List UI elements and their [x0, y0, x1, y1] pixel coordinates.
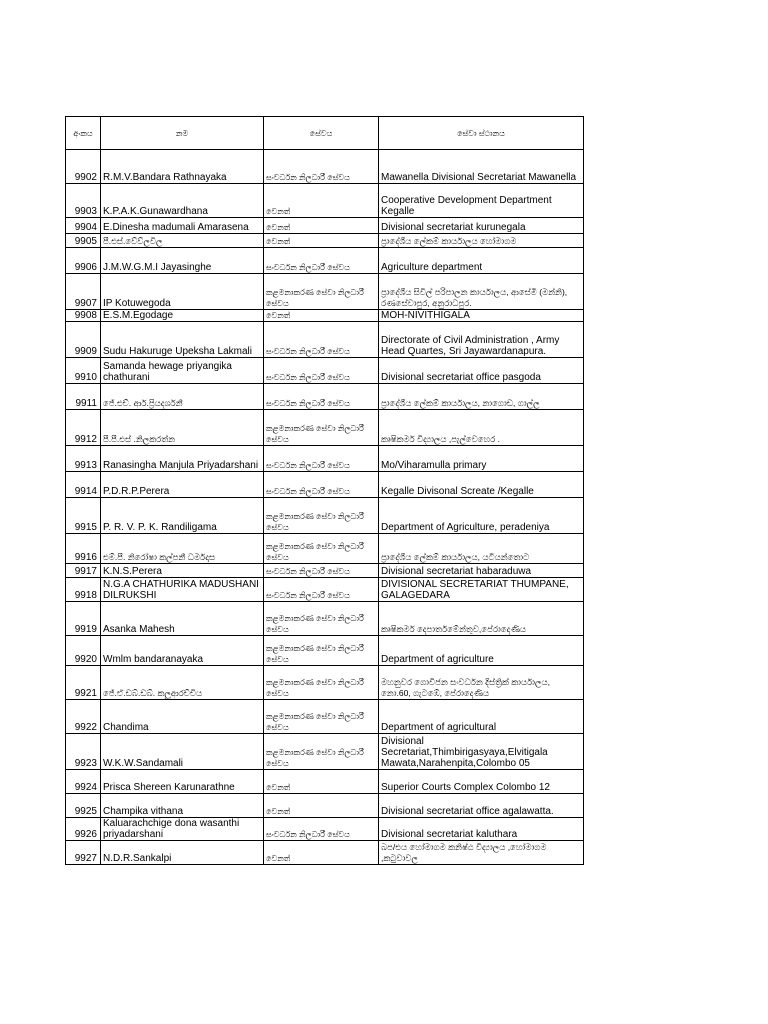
row-service: කළමනාකරණ සේවා නිලධාරී සේවය — [264, 410, 379, 446]
row-number: 9903 — [66, 184, 101, 218]
table-row — [66, 578, 584, 602]
row-number: 9926 — [66, 818, 101, 841]
table-row — [66, 184, 584, 218]
table-body — [66, 150, 584, 865]
row-service: කළමනාකරණ සේවා නිලධාරී සේවය — [264, 602, 379, 636]
row-service: කළමනාකරණ සේවා නිලධාරී සේවය — [264, 734, 379, 770]
row-service: සංවර්ධන නිලධාරී සේවය — [264, 150, 379, 184]
row-office: Divisional secretariat kaluthara — [379, 818, 584, 841]
table-row — [66, 322, 584, 358]
row-office: බප/එය හෝමාගම කනිෂ්ඨ විද්‍යාලය ,හෝමාගම ,කටුවාවල — [379, 841, 584, 865]
row-service: කළමනාකරණ සේවා නිලධාරී සේවය — [264, 274, 379, 310]
row-number: 9905 — [66, 234, 101, 248]
row-number: 9913 — [66, 446, 101, 472]
row-number: 9909 — [66, 322, 101, 358]
row-office: Divisional secretariat kurunegala — [379, 218, 584, 234]
table-row — [66, 218, 584, 234]
row-name: Sudu Hakuruge Upeksha Lakmali — [101, 322, 264, 358]
row-office: Agriculture department — [379, 248, 584, 274]
header-name: නම — [101, 117, 264, 150]
row-office: Mawanella Divisional Secretariat Mawanella — [379, 150, 584, 184]
row-number: 9922 — [66, 700, 101, 734]
row-number: 9921 — [66, 666, 101, 700]
header-office: සේවා ස්ථානය — [379, 117, 584, 150]
row-name: J.M.W.G.M.I Jayasinghe — [101, 248, 264, 274]
row-service: සංවර්ධන නිලධාරී සේවය — [264, 578, 379, 602]
row-service: කළමනාකරණ සේවා නිලධාරී සේවය — [264, 636, 379, 666]
row-name: IP Kotuwegoda — [101, 274, 264, 310]
row-name: N.D.R.Sankalpi — [101, 841, 264, 865]
row-name: ජේ.ඒ.ඩබ්.ඩබ්. කලුආරච්චිය — [101, 666, 264, 700]
row-office: DIVISIONAL SECRETARIAT THUMPANE, GALAGEDARA — [379, 578, 584, 602]
row-name: P.D.R.P.Perera — [101, 472, 264, 498]
row-number: 9914 — [66, 472, 101, 498]
table-row — [66, 534, 584, 564]
row-service: වෙනත් — [264, 234, 379, 248]
row-name: P. R. V. P. K. Randiligama — [101, 498, 264, 534]
row-office: Department of agricultural — [379, 700, 584, 734]
row-service: කළමනාකරණ සේවා නිලධාරී සේවය — [264, 534, 379, 564]
row-number: 9925 — [66, 794, 101, 818]
row-name: පී.පී.එස් .නිලකරත්න — [101, 410, 264, 446]
table-row — [66, 150, 584, 184]
row-service: කළමනාකරණ සේවා නිලධාරී සේවය — [264, 700, 379, 734]
row-service: වෙනත් — [264, 184, 379, 218]
row-number: 9915 — [66, 498, 101, 534]
table-row — [66, 700, 584, 734]
header-service: සේවය — [264, 117, 379, 150]
row-service: සංවර්ධන නිලධාරී සේවය — [264, 384, 379, 410]
table-row — [66, 602, 584, 636]
row-service: වෙනත් — [264, 310, 379, 322]
header-number: අංකය — [66, 117, 101, 150]
row-name: ජේ.එච්. ආර්.ප්‍රියදර්ශනී — [101, 384, 264, 410]
table-row — [66, 310, 584, 322]
table-row — [66, 498, 584, 534]
row-number: 9907 — [66, 274, 101, 310]
row-service: කළමනාකරණ සේවා නිලධාරී සේවය — [264, 498, 379, 534]
row-name: එම්.පී. නිරෝෂා කල්පනී ධර්මදාස — [101, 534, 264, 564]
table-row — [66, 794, 584, 818]
row-service: සංවර්ධන නිලධාරී සේවය — [264, 564, 379, 578]
row-service: කළමනාකරණ සේවා නිලධාරී සේවය — [264, 666, 379, 700]
row-office: කෘෂිකර්ම විද්‍යාලය ,පැල්වෙහෙර . — [379, 410, 584, 446]
row-name: Wmlm bandaranayaka — [101, 636, 264, 666]
table-row — [66, 841, 584, 865]
row-name: Kaluarachchige dona wasanthi priyadarshani — [101, 818, 264, 841]
row-number: 9917 — [66, 564, 101, 578]
row-name: R.M.V.Bandara Rathnayaka — [101, 150, 264, 184]
table-row — [66, 770, 584, 794]
row-number: 9919 — [66, 602, 101, 636]
table-row — [66, 410, 584, 446]
row-office: Superior Courts Complex Colombo 12 — [379, 770, 584, 794]
row-service: සංවර්ධන නිලධාරී සේවය — [264, 472, 379, 498]
row-office: Divisional secretariat habaraduwa — [379, 564, 584, 578]
row-number: 9918 — [66, 578, 101, 602]
row-service: සංවර්ධන නිලධාරී සේවය — [264, 446, 379, 472]
row-name: K.P.A.K.Gunawardhana — [101, 184, 264, 218]
row-number: 9920 — [66, 636, 101, 666]
row-service: වෙනත් — [264, 770, 379, 794]
row-number: 9908 — [66, 310, 101, 322]
row-office: Divisional secretariat office pasgoda — [379, 358, 584, 384]
table-row — [66, 818, 584, 841]
row-office: ප්‍රාදේශීය ලේකම් කාර්යාලය හෝමාගම — [379, 234, 584, 248]
row-service: වෙනත් — [264, 218, 379, 234]
table-row — [66, 358, 584, 384]
table-row — [66, 636, 584, 666]
row-name: Asanka Mahesh — [101, 602, 264, 636]
row-number: 9906 — [66, 248, 101, 274]
row-name: Chandima — [101, 700, 264, 734]
row-office: ප්‍රාදේශීය ලේකම් කාර්යාලය, නාගොඩ, ගාල්ල — [379, 384, 584, 410]
table-row — [66, 274, 584, 310]
row-number: 9916 — [66, 534, 101, 564]
row-office: Cooperative Development Department Kegalle — [379, 184, 584, 218]
table-header-row — [66, 117, 584, 150]
row-name: Prisca Shereen Karunarathne — [101, 770, 264, 794]
row-office: Divisional Secretariat,Thimbirigasyaya,Elvitigala Mawata,Narahenpita,Colombo 05 — [379, 734, 584, 770]
row-office: Mo/Viharamulla primary — [379, 446, 584, 472]
row-number: 9902 — [66, 150, 101, 184]
row-number: 9924 — [66, 770, 101, 794]
table-row — [66, 734, 584, 770]
row-number: 9923 — [66, 734, 101, 770]
row-name: E.Dinesha madumali Amarasena — [101, 218, 264, 234]
row-number: 9912 — [66, 410, 101, 446]
row-service: වෙනත් — [264, 794, 379, 818]
row-name: Ranasingha Manjula Priyadarshani — [101, 446, 264, 472]
row-number: 9910 — [66, 358, 101, 384]
row-office: Kegalle Divisonal Screate /Kegalle — [379, 472, 584, 498]
row-service: සංවර්ධන නිලධාරී සේවය — [264, 322, 379, 358]
row-service: සංවර්ධන නිලධාරී සේවය — [264, 248, 379, 274]
table-row — [66, 564, 584, 578]
table-row — [66, 384, 584, 410]
row-number: 9904 — [66, 218, 101, 234]
row-name: W.K.W.Sandamali — [101, 734, 264, 770]
row-office: Department of agriculture — [379, 636, 584, 666]
table-row — [66, 666, 584, 700]
row-office: ප්‍රාදේශීය සිවිල් පරිපාලන කාර්යාලය, ආසේමි (මන්නි), රණසේවාපුර, අනුරාධපුර. — [379, 274, 584, 310]
row-office: කෘෂිකර්ම දෙපාර්තමේන්තුව,පේරාදෙණිය — [379, 602, 584, 636]
table-row — [66, 248, 584, 274]
row-name: K.N.S.Perera — [101, 564, 264, 578]
row-service: සංවර්ධන නිලධාරී සේවය — [264, 818, 379, 841]
row-name: E.S.M.Egodage — [101, 310, 264, 322]
row-office: ප්‍රාදේශීය ලේකම් කාර්යාලය, යටියන්තොට — [379, 534, 584, 564]
row-name: N.G.A CHATHURIKA MADUSHANI DILRUKSHI — [101, 578, 264, 602]
row-service: සංවර්ධන නිලධාරී සේවය — [264, 358, 379, 384]
row-office: MOH-NIVITHIGALA — [379, 310, 584, 322]
row-service: වෙනත් — [264, 841, 379, 865]
row-number: 9911 — [66, 384, 101, 410]
row-name: Samanda hewage priyangika chathurani — [101, 358, 264, 384]
row-office: මහනුවර ගොවිජන සංවර්ධන දිස්ත්‍රික් කාර්යාලය, නො.60, ගැටඹේ, පේරාදෙණිය — [379, 666, 584, 700]
table-row — [66, 446, 584, 472]
table-row — [66, 472, 584, 498]
table-row — [66, 234, 584, 248]
row-number: 9927 — [66, 841, 101, 865]
row-office: Divisional secretariat office agalawatta. — [379, 794, 584, 818]
row-office: Directorate of Civil Administration , Army Head Quartes, Sri Jayawardanapura. — [379, 322, 584, 358]
staff-list-table — [65, 116, 584, 865]
row-office: Department of Agriculture, peradeniya — [379, 498, 584, 534]
row-name: පී.එස්.වේව්ලවිල — [101, 234, 264, 248]
row-name: Champika vithana — [101, 794, 264, 818]
